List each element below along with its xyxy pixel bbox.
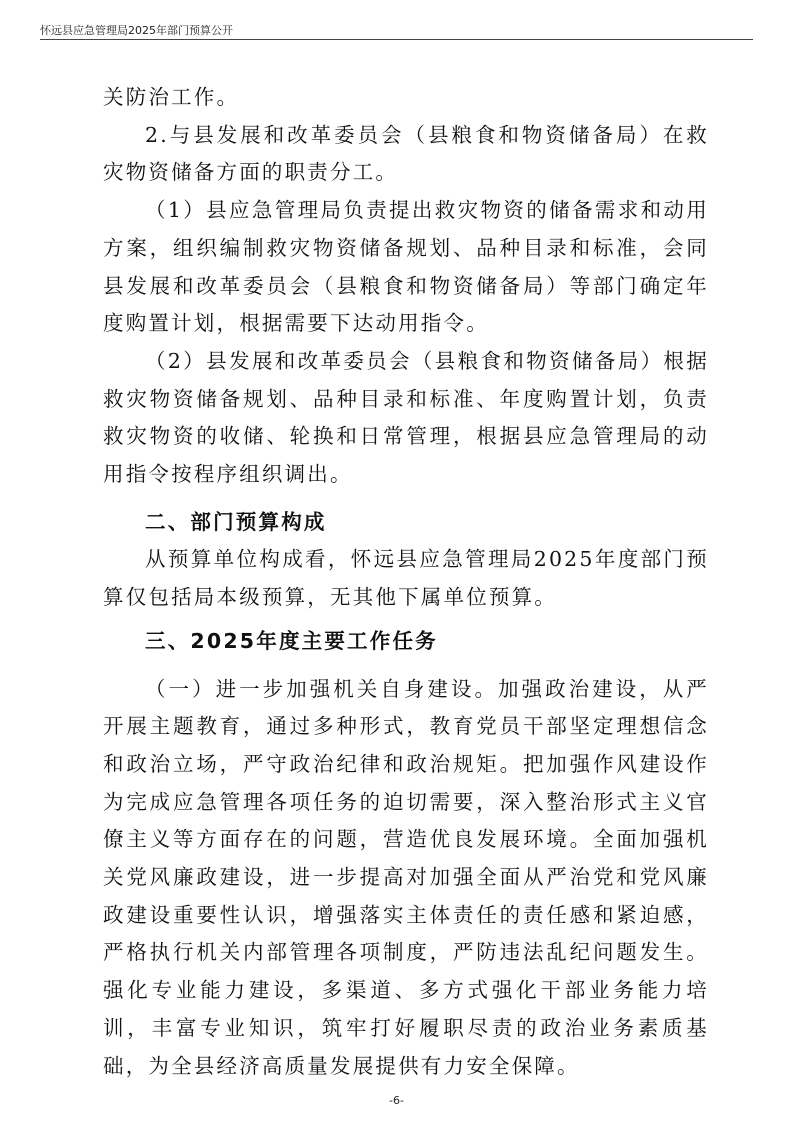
- paragraph-budget-composition: 从预算单位构成看，怀远县应急管理局2025年度部门预算仅包括局本级预算，无其他下属单位预算。: [103, 547, 709, 610]
- header-divider: [40, 39, 753, 40]
- section-heading-budget-composition: 二、部门预算构成: [145, 509, 327, 534]
- paragraph-continuation: 关防治工作。: [103, 85, 240, 109]
- document-body: [103, 79, 709, 1085]
- paragraph-item-2: 2.与县发展和改革委员会（县粮食和物资储备局）在救灾物资储备方面的职责分工。: [103, 122, 709, 185]
- section-heading-main-tasks: 三、2025年度主要工作任务: [145, 628, 438, 653]
- paragraph-subitem-2: （2）县发展和改革委员会（县粮食和物资储备局）根据救灾物资储备规划、品种目录和标准、年度购置计划，负责救灾物资的收储、轮换和日常管理，根据县应急管理局的动用指令按程序组织调出。: [103, 348, 709, 487]
- page-number: -6-: [389, 1094, 404, 1107]
- paragraph-subitem-1: （1）县应急管理局负责提出救灾物资的储备需求和动用方案，组织编制救灾物资储备规划、品种目录和标准，会同县发展和改革委员会（县粮食和物资储备局）等部门确定年度购置计划，根据需要下达动用指令。: [103, 198, 709, 336]
- running-header: 怀远县应急管理局2025年部门预算公开: [40, 24, 233, 37]
- paragraph-task-1: （一）进一步加强机关自身建设。加强政治建设，从严开展主题教育，通过多种形式，教育党员干部坚定理想信念和政治立场，严守政治纪律和政治规矩。把加强作风建设作为完成应急管理各项任务的迫切需要，深入整治形式主义官僚主义等方面存在的问题，营造优良发展环境。全面加强机关党风廉政建设，进一步提高对加强全面从严治党和党风廉政建设重要性认识，增强落实主体责任的责任感和紧迫感，严格执行机关内部管理各项制度，严防违法乱纪问题发生。强化专业能力建设，多渠道、多方式强化干部业务能力培训，丰富专业知识，筑牢打好履职尽责的政治业务素质基础，为全县经济高质量发展提供有力安全保障。: [103, 676, 709, 1078]
